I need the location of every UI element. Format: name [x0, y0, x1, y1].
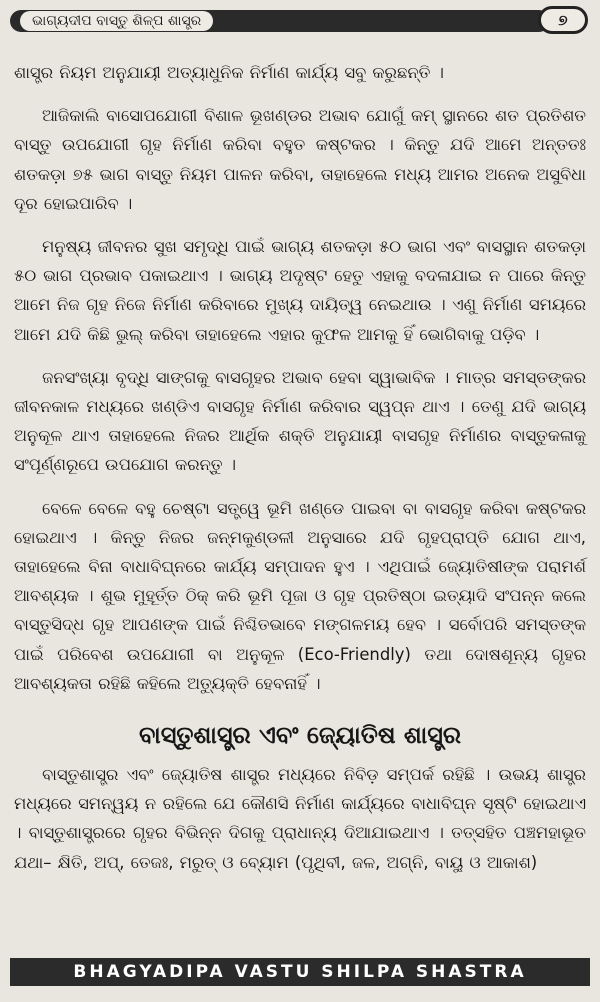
page-body — [14, 58, 586, 877]
running-title: ଭାଗ୍ୟଦୀପ ବାସ୍ତୁ ଶିଳ୍ପ ଶାସ୍ତ୍ର — [20, 11, 213, 31]
paragraph-3: ମନୁଷ୍ୟ ଜୀବନର ସୁଖ ସମୃଦ୍ଧି ପାଇଁ ଭାଗ୍ୟ ଶତକଡ଼ା ୫୦ ଭାଗ ଏବଂ ବାସସ୍ଥାନ ଶତକଡ଼ା ୫୦ ଭାଗ ପ୍ରଭାବ ପକାଇଥାଏ । ଭାଗ୍ୟ ଅଦୃଷ୍ଟ ହେତୁ ଏହାକୁ ବଦଳାଯାଇ ନ ପାରେ କିନ୍ତୁ ଆମେ ନିଜ ଗୃହ ନିଜେ ନିର୍ମାଣ କରିବାରେ ମୁଖ୍ୟ ଦାୟିତ୍ୱ ନେଇଥାଉ । ଏଣୁ ନିର୍ମାଣ ସମୟରେ ଆମେ ଯଦି କିଛି ଭୁଲ୍ କରିବା ତାହାହେଲେ ଏହାର କୁଫଳ ଆମକୁ ହିଁ ଭୋଗିବାକୁ ପଡ଼ିବ । — [14, 237, 586, 344]
footer-banner: BHAGYADIPA VASTU SHILPA SHASTRA — [10, 958, 590, 986]
paragraph-4: ଜନସଂଖ୍ୟା ବୃଦ୍ଧି ସାଙ୍ଗକୁ ବାସଗୃହର ଅଭାବ ହେବା ସ୍ୱାଭାବିକ । ମାତ୍ର ସମସ୍ତଙ୍କର ଜୀବନକାଳ ମଧ୍ୟରେ ଖଣ୍ଡିଏ ବାସଗୃହ ନିର୍ମାଣ କରିବାର ସ୍ୱପ୍ନ ଥାଏ । ତେଣୁ ଯଦି ଭାଗ୍ୟ ଅନୁକୂଳ ଥାଏ ତାହାହେଲେ ନିଜର ଆର୍ଥିକ ଶକ୍ତି ଅନୁଯାୟୀ ବାସଗୃହ ନିର୍ମାଣର ବାସ୍ତୁକଳାକୁ ସଂପୂର୍ଣ୍ଣରୂପେ ଉପଯୋଗ କରନ୍ତୁ । — [14, 367, 586, 475]
paragraph-2: ଆଜିକାଲି ବାସୋପଯୋଗୀ ବିଶାଳ ଭୂଖଣ୍ଡର ଅଭାବ ଯୋଗୁଁ କମ୍ ସ୍ଥାନରେ ଶତ ପ୍ରତିଶତ ବାସ୍ତୁ ଉପଯୋଗୀ ଗୃହ ନିର୍ମାଣ କରିବା ବହୁତ କଷ୍ଟକର । କିନ୍ତୁ ଯଦି ଆମେ ଅନ୍ତତଃ ଶତକଡ଼ା ୭୫ ଭାଗ ବାସ୍ତୁ ନିୟମ ପାଳନ କରିବା, ତାହାହେଲେ ମଧ୍ୟ ଆମର ଅନେକ ଅସୁବିଧା ଦୂର ହୋଇପାରିବ । — [14, 106, 586, 213]
page-number: ୭ — [538, 6, 588, 34]
page-header — [10, 4, 594, 34]
header-band — [10, 10, 550, 32]
section-heading: ବାସ୍ତୁଶାସ୍ତ୍ର ଏବଂ ଜ୍ୟୋତିଷ ଶାସ୍ତ୍ର — [138, 721, 462, 750]
section-paragraph: ବାସ୍ତୁଶାସ୍ତ୍ର ଏବଂ ଜ୍ୟୋତିଷ ଶାସ୍ତ୍ର ମଧ୍ୟରେ ନିବିଡ଼ ସମ୍ପର୍କ ରହିଛି । ଉଭୟ ଶାସ୍ତ୍ର ମଧ୍ୟରେ ସମନ୍ୱୟ ନ ରହିଲେ ଯେ କୌଣସି ନିର୍ମାଣ କାର୍ଯ୍ୟରେ ବାଧାବିଘ୍ନ ସୃଷ୍ଟି ହୋଇଥାଏ । ବାସ୍ତୁଶାସ୍ତ୍ରରେ ଗୃହର ବିଭିନ୍ନ ଦିଗକୁ ପ୍ରାଧାନ୍ୟ ଦିଆଯାଇଥାଏ । ତତ୍ସହିତ ପଞ୍ଚମହାଭୂତ ଯଥା– କ୍ଷିତି, ଅପ୍, ତେଜଃ, ମରୁତ୍ ଓ ବ୍ୟୋମ (ପୃଥିବୀ, ଜଳ, ଅଗ୍ନି, ବାୟୁ ଓ ଆକାଶ) — [14, 765, 586, 872]
paragraph-5: ବେଳେ ବେଳେ ବହୁ ଚେଷ୍ଟା ସତ୍ତ୍ୱେ ଭୂମି ଖଣ୍ଡେ ପାଇବା ବା ବାସଗୃହ କରିବା କଷ୍ଟକର ହୋଇଥାଏ । କିନ୍ତୁ ନିଜର ଜନ୍ମକୁଣ୍ଡଳୀ ଅନୁସାରେ ଯଦି ଗୃହପ୍ରାପ୍ତି ଯୋଗ ଥାଏ, ତାହାହେଲେ ବିନା ବାଧାବିଘ୍ନରେ କାର୍ଯ୍ୟ ସମ୍ପାଦନ ହୁଏ । ଏଥିପାଇଁ ଜ୍ୟୋତିଷୀଙ୍କ ପରାମର୍ଶ ଆବଶ୍ୟକ । ଶୁଭ ମୁହୂର୍ତ୍ତ ଠିକ୍ କରି ଭୂମି ପୂଜା ଓ ଗୃହ ପ୍ରତିଷ୍ଠା ଇତ୍ୟାଦି ସଂପନ୍ନ କଲେ ବାସ୍ତୁସିଦ୍ଧ ଗୃହ ଆପଣଙ୍କ ପାଇଁ ନିଶ୍ଚିତଭାବେ ମଙ୍ଗଳମୟ ହେବ । ସର୍ବୋପରି ସମସ୍ତଙ୍କ ପାଇଁ ପରିବେଶ ଉପଯୋଗୀ ବା ଅନୁକୂଳ (Eco-Friendly) ତଥା ଦୋଷଶୂନ୍ୟ ଗୃହର ଆବଶ୍ୟକତା ରହିଛି କହିଲେ ଅତ୍ୟୁକ୍ତି ହେବନାହିଁ । — [14, 498, 586, 693]
paragraph-1: ଶାସ୍ତ୍ର ନିୟମ ଅନୁଯାୟୀ ଅତ୍ୟାଧୁନିକ ନିର୍ମାଣ କାର୍ଯ୍ୟ ସବୁ କରୁଛନ୍ତି । — [14, 63, 444, 82]
